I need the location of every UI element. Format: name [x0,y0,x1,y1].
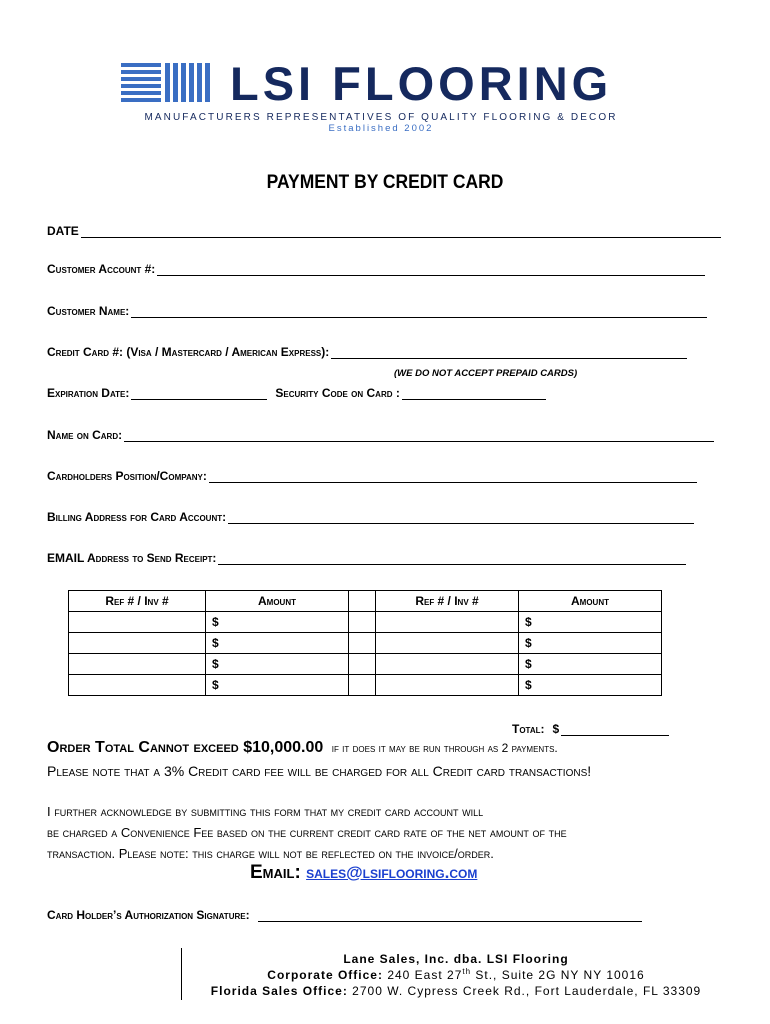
customer-name-field [47,304,707,318]
amount-header-left: Amount [206,591,349,612]
security-code-label: Security Code on Card : [275,386,400,400]
order-limit-text: Order Total Cannot exceed $10,000.00 [47,739,324,756]
date-label: DATE [47,224,79,238]
amount-header-right: Amount [519,591,662,612]
ref-cell[interactable] [376,612,519,633]
ref-cell[interactable] [376,654,519,675]
page-title: PAYMENT BY CREDIT CARD [266,172,504,193]
ref-cell[interactable] [376,633,519,654]
total-input-line[interactable] [561,723,669,736]
amount-cell[interactable]: $ [519,654,662,675]
amount-cell[interactable]: $ [519,675,662,696]
cardholder-position-field [47,469,697,483]
florida-label: Florida Sales Office: [210,984,348,998]
florida-address: 2700 W. Cypress Creek Rd., Fort Lauderdale, FL 33309 [352,984,702,998]
established-text: Established 2002 [328,123,434,134]
email-label: Email: [250,862,301,883]
email-receipt-label: EMAIL Address to Send Receipt: [47,551,217,565]
expiration-input-line[interactable] [131,387,267,400]
ref-header-right: Ref # / Inv # [376,591,519,612]
table-header-row [69,591,662,612]
acknowledge-line-1: I further acknowledge by submitting this form that my credit card account will [47,804,484,819]
order-notice [47,739,558,757]
table-row [69,612,662,633]
lsi-logo-icon [121,63,215,105]
fee-notice: Please note that a 3% Credit card fee will be charged for all Credit card transactions! [47,763,592,779]
ref-cell[interactable] [69,612,206,633]
total-label: Total: [512,722,545,736]
tagline: MANUFACTURERS REPRESENTATIVES OF QUALITY FLOORING & DECOR [144,112,618,123]
ref-cell[interactable] [69,633,206,654]
signature-input-line[interactable] [258,909,642,922]
credit-card-input-line[interactable] [331,346,687,359]
ref-header-left: Ref # / Inv # [69,591,206,612]
table-spacer [349,654,376,675]
billing-address-input-line[interactable] [228,511,694,524]
credit-card-label: Credit Card #: (Visa / Mastercard / American Express): [47,345,330,359]
footer-company: Lane Sales, Inc. dba. LSI Flooring [343,952,569,966]
table-row [69,633,662,654]
security-code-input-line[interactable] [402,387,546,400]
prepaid-note: (WE DO NOT ACCEPT PREPAID CARDS) [394,368,578,379]
email-receipt-input-line[interactable] [218,552,686,565]
corporate-label: Corporate Office: [267,968,383,982]
table-spacer-header [349,591,376,612]
customer-account-label: Customer Account #: [47,262,156,276]
footer-corporate-office [186,967,726,982]
amount-cell[interactable]: $ [206,675,349,696]
table-spacer [349,675,376,696]
signature-field [47,908,642,922]
corporate-address-post: St., Suite 2G NY NY 10016 [471,968,645,982]
name-on-card-field [47,428,714,442]
email-block [250,862,477,884]
cardholder-position-label: Cardholders Position/Company: [47,469,207,483]
signature-label: Card Holder’s Authorization Signature: [47,908,250,922]
total-currency: $ [552,722,560,736]
billing-address-label: Billing Address for Card Account: [47,510,227,524]
customer-account-input-line[interactable] [157,263,705,276]
amount-cell[interactable]: $ [206,654,349,675]
email-link[interactable]: sales@lsiflooring.com [306,863,478,882]
credit-card-field [47,345,687,359]
ref-cell[interactable] [69,654,206,675]
footer-divider [181,948,182,1000]
name-on-card-label: Name on Card: [47,428,123,442]
acknowledge-line-2: be charged a Convenience Fee based on the current credit card rate of the net amount of the [47,825,567,840]
cardholder-position-input-line[interactable] [209,470,697,483]
ref-cell[interactable] [69,675,206,696]
corporate-address-pre: 240 East 27 [387,968,463,982]
payment-table [68,590,662,696]
customer-name-label: Customer Name: [47,304,130,318]
total-field [512,722,669,736]
billing-address-field [47,510,694,524]
ref-cell[interactable] [376,675,519,696]
corporate-address-sup: th [462,967,472,976]
order-split-text: if it does it may be run through as 2 payments. [331,741,558,755]
date-input-line[interactable] [81,225,721,238]
amount-cell[interactable]: $ [206,612,349,633]
expiration-label: Expiration Date: [47,386,130,400]
customer-name-input-line[interactable] [131,305,707,318]
amount-cell[interactable]: $ [519,633,662,654]
acknowledge-line-3: transaction. Please note: this charge will not be reflected on the invoice/order. [47,846,494,861]
table-row [69,654,662,675]
date-field [47,224,721,238]
expiration-field [47,386,546,400]
customer-account-field [47,262,705,276]
name-on-card-input-line[interactable] [124,429,714,442]
table-spacer [349,612,376,633]
amount-cell[interactable]: $ [519,612,662,633]
footer-florida-office [186,984,726,998]
amount-cell[interactable]: $ [206,633,349,654]
table-spacer [349,633,376,654]
email-receipt-field [47,551,686,565]
logo-text: LSI FLOORING [230,57,613,110]
table-row [69,675,662,696]
